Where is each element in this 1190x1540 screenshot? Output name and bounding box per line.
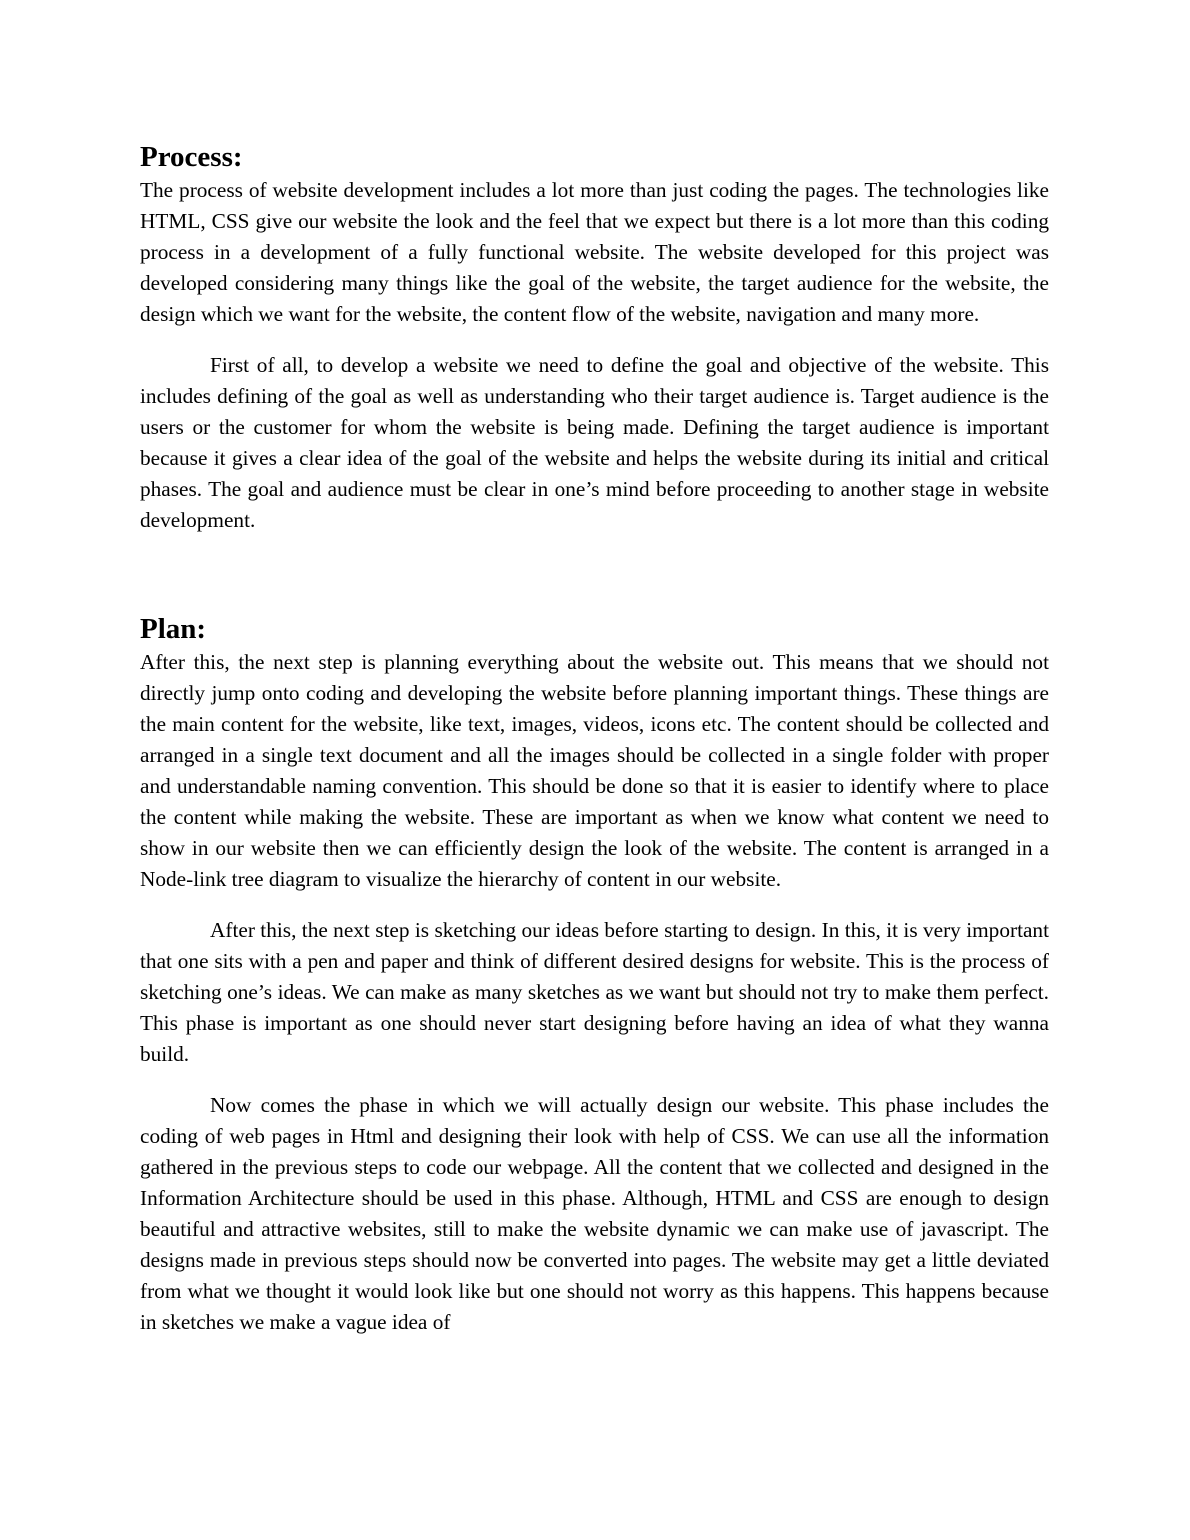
section-heading-plan: Plan: [140,613,207,645]
document-page [140,139,1049,1338]
paragraph-spacer [140,1070,1049,1090]
plan-paragraph-1: After this, the next step is planning everything about the website out. This means that we should not directly jump onto coding and developing the website before planning important things. These things are the main content for the website, like text, images, videos, icons etc. The content should be collected and arranged in a single text document and all the images should be collected in a single folder with proper and understandable naming convention. This should be done so that it is easier to identify where to place the content while making the website. These are important as when we know what content we need to show in our website then we can efficiently design the look of the website. The content is arranged in a Node-link tree diagram to visualize the hierarchy of content in our website. [140,650,1049,891]
paragraph-spacer [140,330,1049,350]
section-plan [140,611,1049,1338]
section-spacer [140,536,1049,611]
paragraph-spacer [140,895,1049,915]
process-paragraph-1: The process of website development includes a lot more than just coding the pages. The technologies like HTML, CSS give our website the look and the feel that we expect but there is a lot more than this coding process in a development of a fully functional website. The website developed for this project was developed considering many things like the goal of the website, the target audience for the website, the design which we want for the website, the content flow of the website, navigation and many more. [140,178,1049,326]
section-process [140,139,1049,536]
process-paragraph-2: First of all, to develop a website we need to define the goal and objective of the website. This includes defining of the goal as well as understanding who their target audience is. Target audience is the users or the customer for whom the website is being made. Defining the target audience is important because it gives a clear idea of the goal of the website and helps the website during its initial and critical phases. The goal and audience must be clear in one’s mind before proceeding to another stage in website development. [140,353,1049,532]
section-heading-process: Process: [140,141,243,173]
plan-paragraph-3: Now comes the phase in which we will actually design our website. This phase includes the coding of web pages in Html and designing their look with help of CSS. We can use all the information gathered in the previous steps to code our webpage. All the content that we collected and designed in the Information Architecture should be used in this phase. Although, HTML and CSS are enough to design beautiful and attractive websites, still to make the website dynamic we can make use of javascript. The designs made in previous steps should now be converted into pages. The website may get a little deviated from what we thought it would look like but one should not worry as this happens. This happens because in sketches we make a vague idea of [140,1093,1049,1334]
plan-paragraph-2: After this, the next step is sketching our ideas before starting to design. In this, it is very important that one sits with a pen and paper and think of different desired designs for website. This is the process of sketching one’s ideas. We can make as many sketches as we want but should not try to make them perfect. This phase is important as one should never start designing before having an idea of what they wanna build. [140,918,1049,1066]
